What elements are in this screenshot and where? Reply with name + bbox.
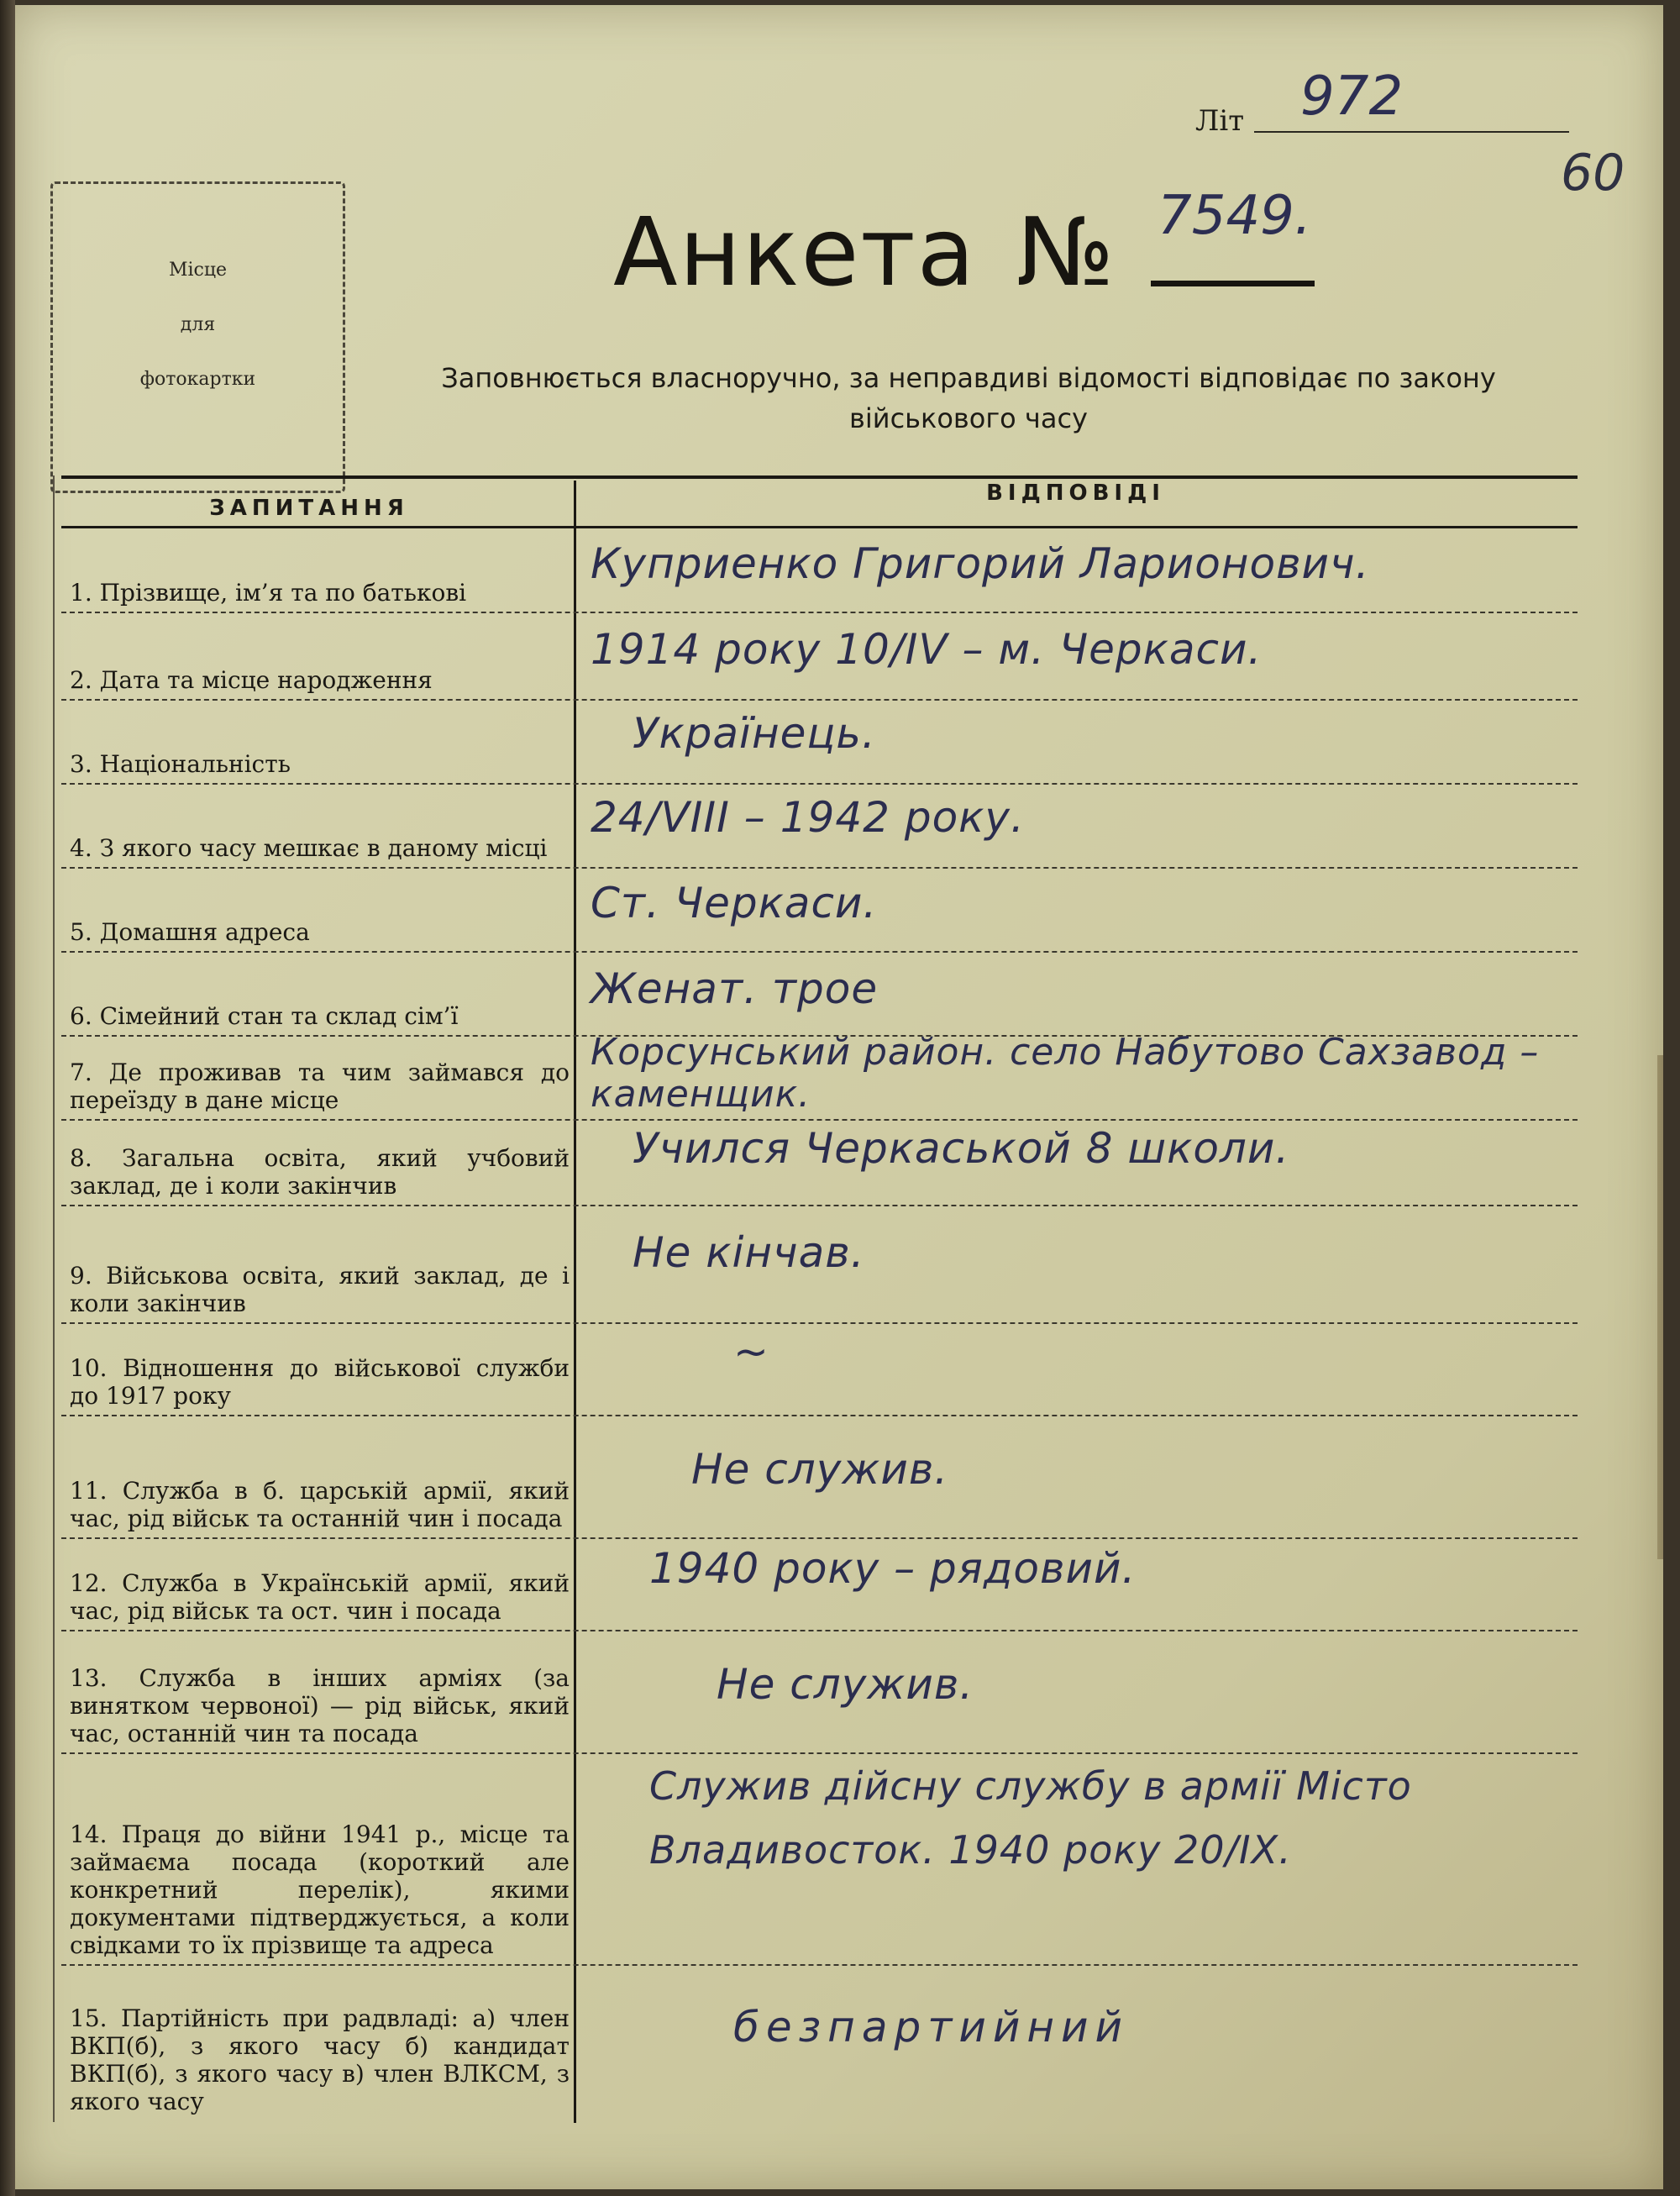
question-text: 1. Прізвище, ім’я та по батькові — [70, 579, 467, 607]
question-text: 13. Служба в інших арміях (за винятком червоної) — рід військ, який час, останній чин та посада — [70, 1664, 570, 1747]
table-row — [61, 1631, 1578, 1754]
question-text: 5. Домашня адреса — [70, 918, 310, 946]
answer-text: 24/VIII – 1942 року. — [591, 793, 1025, 842]
question-text: 7. Де проживав та чим займався до переїзду в дане місце — [70, 1059, 570, 1114]
photo-label-line3: фотокартки — [139, 369, 256, 390]
question-text: 15. Партійність при радвладі: а) член ВКП(б), з якого часу б) кандидат ВКП(б), з якого часу в) член ВЛКСМ, з якого часу — [70, 2004, 570, 2115]
table-row — [61, 953, 1578, 1037]
table-row — [61, 1539, 1578, 1631]
table-row — [61, 1324, 1578, 1416]
question-text: 9. Військова освіта, який заклад, де і коли закінчив — [70, 1262, 570, 1317]
answer-text: Ст. Черкаси. — [591, 879, 878, 927]
answer-text: 1914 року 10/IV – м. Черкаси. — [591, 625, 1263, 674]
answer-text: безпартийний — [733, 2003, 1130, 2052]
table-row — [61, 785, 1578, 869]
table-row — [61, 1416, 1578, 1539]
lit-label: Літ — [1195, 104, 1245, 138]
answer-text: Куприенко Григорий Ларионович. — [591, 539, 1370, 588]
answer-text: Служив дійсну службу в армії Місто Владивосток. 1940 року 20/IX. — [649, 1763, 1412, 1873]
question-text: 10. Відношення до військової служби до 1917 року — [70, 1354, 570, 1410]
binding-strip — [1657, 1055, 1663, 1559]
table-row — [61, 1031, 1578, 1121]
table-row — [61, 1754, 1578, 1966]
form-instruction: Заповнюється власноручно, за неправдиві відомості відповідає по закону військового часу — [441, 362, 1496, 434]
question-text: 11. Служба в б. царській армії, який час, рід військ та останній чин і посада — [70, 1477, 570, 1532]
answer-text: 1940 року – рядовий. — [649, 1544, 1137, 1593]
answer-text: Українець. — [633, 709, 876, 758]
questions-header: ЗАПИТАННЯ — [209, 496, 409, 521]
answer-text: Женат. трое — [591, 964, 879, 1013]
book-binding-edge — [0, 0, 15, 2196]
question-text: 12. Служба в Українській армії, який час, рід військ та ост. чин і посада — [70, 1569, 570, 1625]
table-row — [61, 869, 1578, 953]
answer-text: Не кінчав. — [633, 1228, 865, 1277]
answer-text: Не служив. — [691, 1445, 949, 1494]
question-text: 6. Сімейний стан та склад сім’ї — [70, 1002, 459, 1030]
table-row — [61, 1121, 1578, 1206]
question-text: 3. Національність — [70, 750, 291, 778]
question-text: 14. Праця до війни 1941 р., місце та займаєма посада (короткий але конкретний перелік), якими документами підтверджується, а коли свідками то їх прізвище та адреса — [70, 1820, 570, 1959]
question-text: 4. З якого часу мешкає в даному місці — [70, 834, 548, 862]
question-text: 8. Загальна освіта, який учбовий заклад, де і коли закінчив — [70, 1144, 570, 1200]
questionnaire-table — [61, 475, 1578, 2126]
table-row — [61, 1206, 1578, 1324]
questionnaire-page — [15, 5, 1663, 2189]
form-number: 7549. — [1158, 185, 1312, 247]
table-row — [61, 613, 1578, 701]
lit-underline — [1254, 131, 1569, 133]
table-left-rule — [53, 475, 55, 2122]
form-title: Анкета — [613, 198, 977, 307]
answer-text: Учился Черкаськой 8 школи. — [633, 1124, 1290, 1173]
table-row — [61, 528, 1578, 613]
photo-label-line1: Місце — [168, 260, 228, 281]
question-text: 2. Дата та місце народження — [70, 666, 433, 694]
table-row — [61, 1966, 1578, 2122]
corner-page-note: 60 — [1561, 144, 1625, 202]
lit-value: 972 — [1300, 66, 1404, 128]
photo-label-line2: для — [180, 314, 216, 335]
answer-text: Не служив. — [717, 1660, 974, 1709]
answers-header: ВІДПОВІДІ — [986, 481, 1165, 506]
number-underline — [1151, 281, 1315, 286]
answer-text: Корсунський район. село Набутово Сахзавод – каменщик. — [591, 1031, 1540, 1116]
answer-text: ~ — [733, 1327, 769, 1376]
number-sign: № — [1016, 198, 1115, 307]
table-top-rule — [61, 475, 1578, 479]
photo-placeholder — [50, 181, 345, 493]
table-row — [61, 701, 1578, 785]
